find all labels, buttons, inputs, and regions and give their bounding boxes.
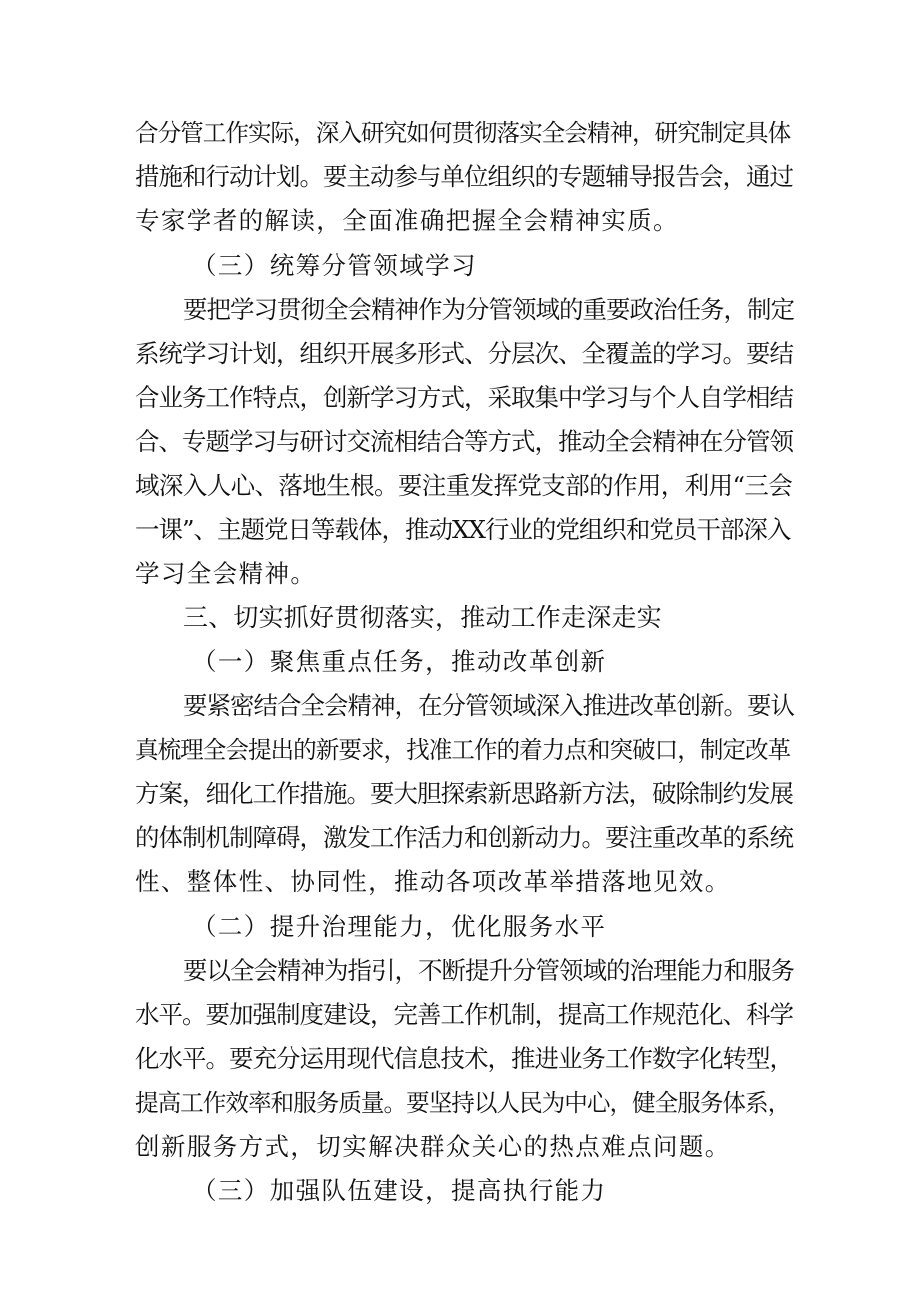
body-text-line: 的体制机制障碍，激发工作活力和创新动力。要注重改革的系统 xyxy=(135,823,793,852)
body-text-line: 要以全会精神为指引，不断提升分管领域的治理能力和服务 xyxy=(183,956,794,985)
body-text-line: 性、整体性、协同性，推动各项改革举措落地见效。 xyxy=(135,867,731,896)
section-heading: 三、切实抓好贯彻落实，推动工作走深走实 xyxy=(183,603,662,632)
body-text-line: 域深入人心、落地生根。要注重发挥党支部的作用，利用“三会 xyxy=(135,471,793,500)
subsection-heading: （一）聚焦重点任务，推动改革创新 xyxy=(192,647,607,676)
body-text-line: 学习全会精神。 xyxy=(135,559,317,588)
body-text-line: 方案，细化工作措施。要大胆探索新思路新方法，破除制约发展 xyxy=(135,779,793,808)
subsection-heading: （三）加强队伍建设，提高执行能力 xyxy=(192,1176,607,1205)
subsection-heading: （三）统筹分管领域学习 xyxy=(192,251,477,280)
body-text-line: 化水平。要充分运用现代信息技术，推进业务工作数字化转型， xyxy=(135,1044,793,1073)
body-text-line: 系统学习计划，组织开展多形式、分层次、全覆盖的学习。要结 xyxy=(135,339,793,368)
body-text-line: 真梳理全会提出的新要求，找准工作的着力点和突破口，制定改革 xyxy=(135,736,791,764)
body-text-line: 水平。要加强制度建设，完善工作机制，提高工作规范化、科学 xyxy=(135,1000,793,1029)
body-text-line: 要紧密结合全会精神，在分管领域深入推进改革创新。要认 xyxy=(183,691,794,720)
body-text-line: 措施和行动计划。要主动参与单位组织的专题辅导报告会，通过 xyxy=(135,162,793,191)
body-text-line: 提高工作效率和服务质量。要坚持以人民为中心，健全服务体系， xyxy=(135,1089,791,1117)
body-text-line: 一课”、主题党日等载体，推动XX行业的党组织和党员干部深入 xyxy=(135,515,791,544)
body-text-line: 创新服务方式，切实解决群众关心的热点难点问题。 xyxy=(135,1132,731,1161)
body-text-line: 专家学者的解读，全面准确把握全会精神实质。 xyxy=(135,206,679,235)
body-text-line: 合分管工作实际，深入研究如何贯彻落实全会精神，研究制定具体 xyxy=(135,119,791,147)
body-text-line: 合业务工作特点，创新学习方式，采取集中学习与个人自学相结 xyxy=(135,383,793,412)
body-text-line: 合、专题学习与研讨交流相结合等方式，推动全会精神在分管领 xyxy=(135,427,793,456)
subsection-heading: （二）提升治理能力，优化服务水平 xyxy=(192,912,607,941)
body-text-line: 要把学习贯彻全会精神作为分管领域的重要政治任务，制定 xyxy=(183,295,794,324)
